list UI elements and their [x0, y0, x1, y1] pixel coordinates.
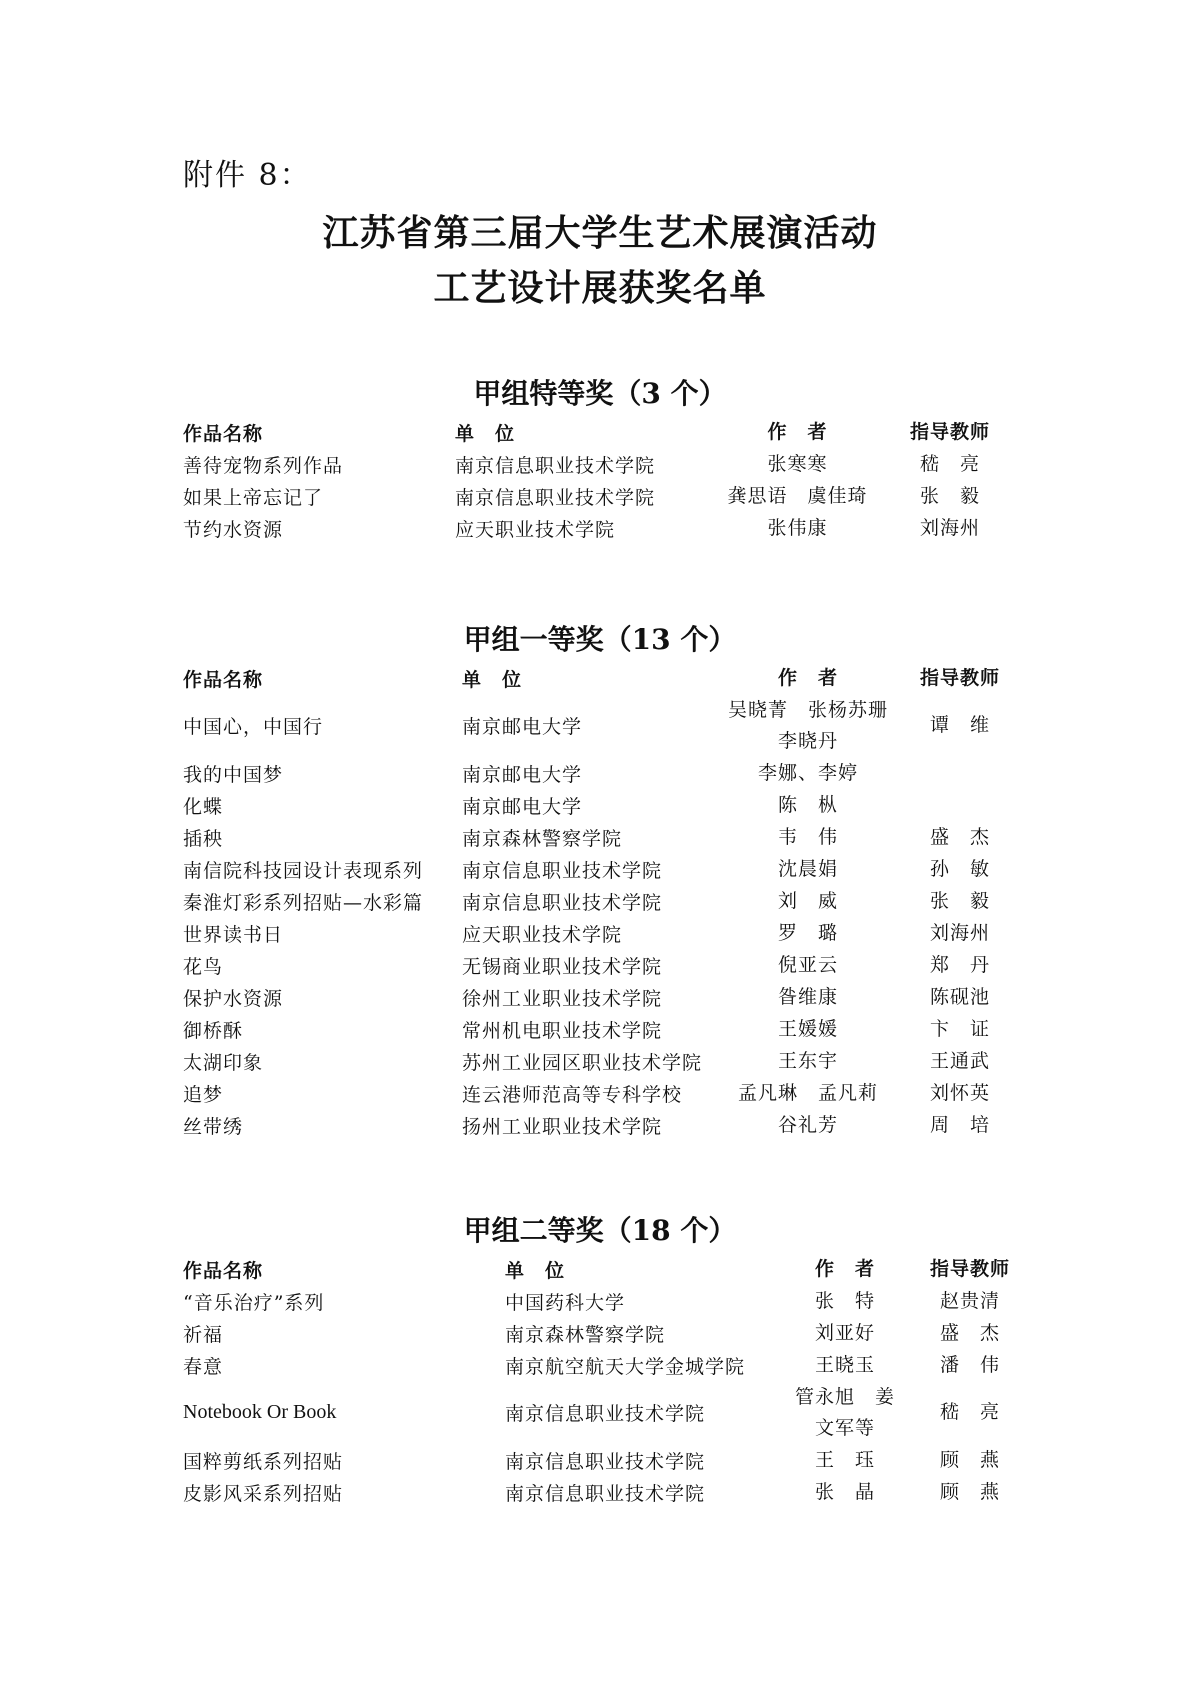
work-name: Notebook Or Book [183, 1401, 337, 1423]
author-name: 王 珏 [814, 1448, 875, 1471]
table-header-row [0, 1253, 1200, 1285]
table-header-row [0, 662, 1200, 694]
work-name: 御桥酥 [183, 1019, 244, 1042]
teacher-name: 潘 伟 [939, 1353, 1000, 1376]
work-name: 春意 [183, 1355, 224, 1378]
author-name: 孟凡琳 孟凡莉 [737, 1081, 878, 1104]
work-name: 化蝶 [183, 795, 224, 818]
author-name: 刘 威 [777, 889, 838, 912]
table-row [0, 1109, 1200, 1141]
unit-name: 南京信息职业技术学院 [505, 1450, 706, 1473]
unit-name: 常州机电职业技术学院 [462, 1019, 663, 1042]
table-row [0, 512, 1200, 544]
header-teacher: 指导教师 [919, 666, 1000, 689]
unit-name: 徐州工业职业技术学院 [462, 987, 663, 1010]
teacher-name: 卞 证 [929, 1017, 990, 1040]
teacher-name: 嵇 亮 [939, 1401, 1000, 1423]
author-name: 陈 枞 [777, 793, 838, 816]
work-name: 皮影风采系列招贴 [183, 1482, 344, 1505]
table-row [0, 1285, 1200, 1317]
header-unit: 单 位 [455, 422, 516, 445]
unit-name: 南京信息职业技术学院 [505, 1482, 706, 1505]
unit-name: 南京信息职业技术学院 [505, 1403, 706, 1425]
unit-name: 苏州工业园区职业技术学院 [462, 1051, 703, 1074]
table-row [0, 1444, 1200, 1476]
header-work: 作品名称 [183, 668, 264, 691]
unit-name: 南京邮电大学 [462, 795, 583, 818]
author-name: 王晓玉 [814, 1353, 875, 1376]
section-title: 甲组特等奖（3 个） [473, 377, 727, 410]
teacher-name: 盛 杰 [939, 1321, 1000, 1344]
table-row [0, 1077, 1200, 1109]
teacher-name: 赵贵清 [939, 1289, 1000, 1312]
unit-name: 南京森林警察学院 [505, 1323, 666, 1346]
attachment-label: 附件 8： [183, 158, 312, 193]
table-row [0, 917, 1200, 949]
table-row [0, 949, 1200, 981]
header-author: 作 者 [777, 666, 838, 689]
work-name: 太湖印象 [183, 1051, 264, 1074]
teacher-name: 盛 杰 [929, 825, 990, 848]
unit-name: 中国药科大学 [505, 1291, 626, 1314]
work-name: 南信院科技园设计表现系列 [183, 859, 424, 882]
teacher-name: 王通武 [929, 1049, 990, 1072]
header-work: 作品名称 [183, 1259, 264, 1282]
table-row [0, 1476, 1200, 1508]
teacher-name: 郑 丹 [929, 953, 990, 976]
unit-name: 连云港师范高等专科学校 [462, 1083, 683, 1106]
author-name: 王东宇 [777, 1049, 838, 1072]
unit-name: 南京邮电大学 [462, 763, 583, 786]
unit-name: 南京航空航天大学金城学院 [505, 1355, 746, 1378]
header-unit: 单 位 [462, 668, 523, 691]
work-name: 花鸟 [183, 955, 224, 978]
work-name: 我的中国梦 [183, 763, 284, 786]
unit-name: 无锡商业职业技术学院 [462, 955, 663, 978]
unit-name: 南京信息职业技术学院 [462, 891, 663, 914]
work-name: “音乐治疗”系列 [183, 1291, 325, 1314]
table-row [0, 1349, 1200, 1381]
author-name: 王媛媛 [777, 1017, 838, 1040]
table-header-row [0, 416, 1200, 448]
teacher-name: 刘怀英 [929, 1081, 990, 1104]
table-row [0, 448, 1200, 480]
table-row [0, 1045, 1200, 1077]
work-name: 祈福 [183, 1323, 224, 1346]
author-name: 龚思语 虞佳琦 [727, 484, 868, 507]
work-name: 善待宠物系列作品 [183, 454, 344, 477]
unit-name: 扬州工业职业技术学院 [462, 1115, 663, 1138]
unit-name: 应天职业技术学院 [455, 518, 616, 541]
header-author: 作 者 [814, 1257, 875, 1280]
table-row [0, 1013, 1200, 1045]
teacher-name: 周 培 [929, 1113, 990, 1136]
table-row [0, 789, 1200, 821]
author-name: 刘亚好 [814, 1321, 875, 1344]
header-unit: 单 位 [505, 1259, 566, 1282]
table-row [0, 1317, 1200, 1349]
teacher-name: 张 毅 [929, 889, 990, 912]
header-author: 作 者 [767, 420, 828, 443]
work-name: 丝带绣 [183, 1115, 244, 1138]
header-work: 作品名称 [183, 422, 264, 445]
teacher-name: 刘海州 [929, 921, 990, 944]
work-name: 秦淮灯彩系列招贴—水彩篇 [183, 891, 424, 914]
unit-name: 应天职业技术学院 [462, 923, 623, 946]
author-name: 李娜、李婷 [757, 761, 858, 784]
section-title: 甲组一等奖（13 个） [463, 623, 737, 656]
author-name: 昝维康 [777, 985, 838, 1008]
unit-name: 南京信息职业技术学院 [455, 486, 656, 509]
unit-name: 南京森林警察学院 [462, 827, 623, 850]
teacher-name: 顾 燕 [939, 1448, 1000, 1471]
teacher-name: 顾 燕 [939, 1480, 1000, 1503]
table-row [0, 821, 1200, 853]
table-row [0, 757, 1200, 789]
author-name: 张伟康 [767, 516, 828, 539]
author-name: 倪亚云 [777, 953, 838, 976]
teacher-name [910, 789, 1010, 821]
document-title-line2: 工艺设计展获奖名单 [433, 267, 767, 309]
award-section [0, 618, 1200, 1141]
section-title: 甲组二等奖（18 个） [463, 1214, 737, 1247]
work-name: 保护水资源 [183, 987, 284, 1010]
teacher-name: 刘海州 [919, 516, 980, 539]
unit-name: 南京邮电大学 [462, 716, 583, 738]
document-title-line1: 江苏省第三届大学生艺术展演活动 [322, 212, 878, 254]
teacher-name: 张 毅 [919, 484, 980, 507]
award-section [0, 372, 1200, 544]
table-row [0, 885, 1200, 917]
work-name: 如果上帝忘记了 [183, 486, 324, 509]
teacher-name: 孙 敏 [929, 857, 990, 880]
work-name: 插秧 [183, 827, 224, 850]
work-name: 世界读书日 [183, 923, 284, 946]
author-name: 张 特 [814, 1289, 875, 1312]
teacher-name: 谭 维 [929, 714, 990, 736]
author-name: 张 晶 [814, 1480, 875, 1503]
author-name: 张寒寒 [767, 452, 828, 475]
work-name: 中国心，中国行 [183, 716, 324, 738]
teacher-name: 嵇 亮 [919, 452, 980, 475]
header-teacher: 指导教师 [929, 1257, 1010, 1280]
header-teacher: 指导教师 [909, 420, 990, 443]
award-section [0, 1209, 1200, 1508]
unit-name: 南京信息职业技术学院 [462, 859, 663, 882]
table-row [0, 853, 1200, 885]
table-row [0, 1381, 1200, 1444]
author-name: 沈晨娟 [777, 857, 838, 880]
teacher-name: 陈砚池 [929, 985, 990, 1008]
teacher-name [910, 757, 1010, 789]
work-name: 国粹剪纸系列招贴 [183, 1450, 344, 1473]
table-row [0, 480, 1200, 512]
work-name: 追梦 [183, 1083, 224, 1106]
author-name: 管永旭 姜文军等 [794, 1385, 895, 1439]
unit-name: 南京信息职业技术学院 [455, 454, 656, 477]
author-name: 吴晓菁 张杨苏珊 李晓丹 [728, 698, 909, 752]
author-name: 罗 璐 [777, 921, 838, 944]
author-name: 谷礼芳 [777, 1113, 838, 1136]
work-name: 节约水资源 [183, 518, 284, 541]
table-row [0, 694, 1200, 757]
author-name: 韦 伟 [777, 825, 838, 848]
table-row [0, 981, 1200, 1013]
